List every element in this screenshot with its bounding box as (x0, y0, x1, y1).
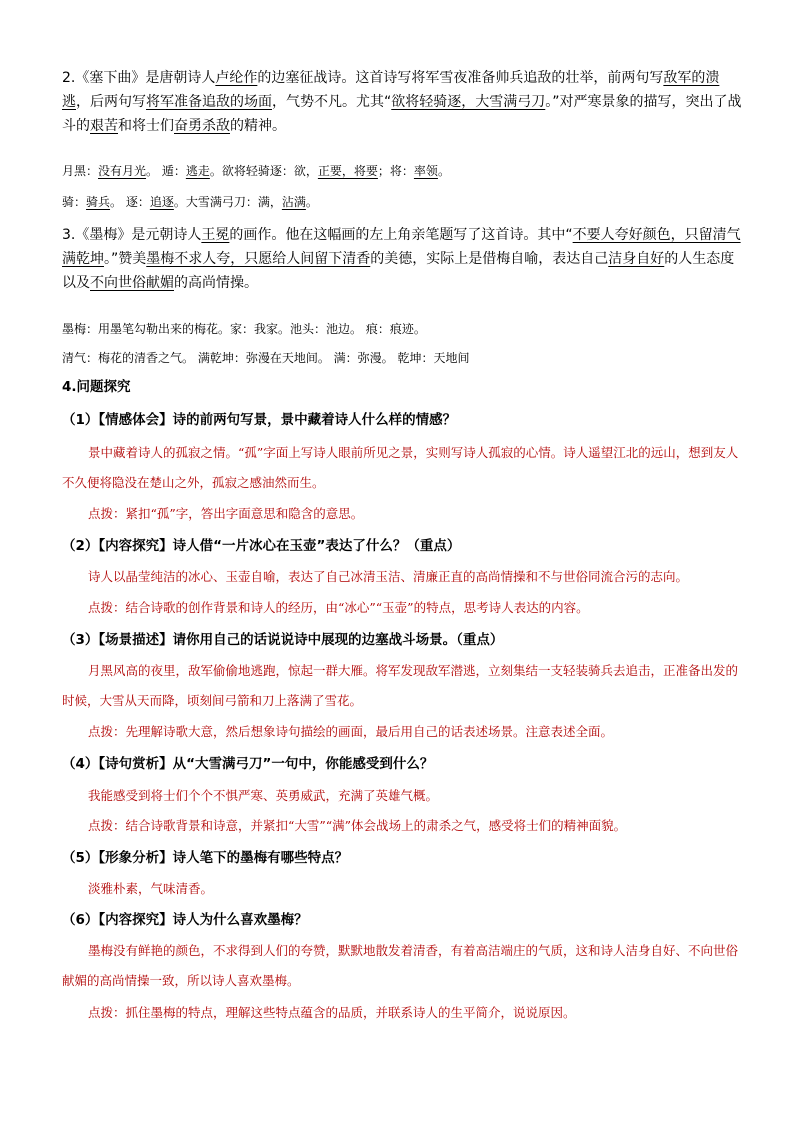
question-4: （4）【诗句赏析】从“大雪满弓刀”一句中，你能感受到什么？ (62, 756, 434, 772)
hint-1: 点拨：紧扣“孤”字，答出字面意思和隐含的意思。 (88, 506, 364, 521)
underlined-text: 艰苦 (90, 118, 118, 134)
answer-2: 诗人以晶莹纯洁的冰心、玉壶自喻，表达了自己冰清玉洁、清廉正直的高尚情操和不与世俗同流合污的志向。 (88, 569, 689, 584)
text: 。欲将轻骑逐：欲， (209, 164, 318, 178)
underlined-text: 墨梅不求人夸，只愿给人间留下清香 (146, 251, 371, 267)
section-3-paragraph (62, 223, 742, 295)
underlined-text: 率领 (413, 164, 438, 178)
section-2-paragraph (62, 66, 742, 138)
text: 。 遁： (146, 164, 186, 178)
text: 的人生态度以及 (62, 251, 735, 291)
section-3-note-2: 清气：梅花的清香之气。 满乾坤：弥漫在天地间。 满：弥漫。 乾坤：天地间 (62, 351, 470, 365)
underlined-text: 将军准备追敌的场面 (146, 94, 272, 110)
underlined-text: 洁身自好 (608, 251, 665, 267)
underlined-text: 王冕 (201, 227, 230, 243)
underlined-text: 骑兵 (86, 195, 111, 209)
answer-4: 我能感受到将士们个个不惧严寒、英勇威武，充满了英雄气概。 (88, 788, 439, 803)
answer-1: 景中藏着诗人的孤寂之情。“孤”字面上写诗人眼前所见之景，实则写诗人孤寂的心情。诗人遥望江北的远山，想到友人不久便将隐没在楚山之外，孤寂之感油然而生。 (62, 445, 739, 490)
text: 3.《墨梅》是元朝诗人 (62, 227, 202, 243)
text: 。 (305, 195, 318, 209)
text: 的边塞征战诗。这首诗写将军雪夜准备帅兵追敌的壮举，前两句写 (257, 70, 664, 86)
underlined-text: 敌军的溃逃 (62, 70, 720, 110)
section-4-title: 4.问题探究 (62, 379, 131, 395)
question-1: （1）【情感体会】诗的前两句写景，景中藏着诗人什么样的情感？ (62, 412, 457, 428)
answer-3: 月黑风高的夜里，敌军偷偷地逃跑，惊起一群大雁。将军发现敌军潜逃，立刻集结一支轻装骑兵去追击，正准备出发的时候，大雪从天而降，顷刻间弓箭和刀上落满了雪花。 (62, 663, 739, 708)
hint-4: 点拨：结合诗歌背景和诗意，并紧扣“大雪”“满”体会战场上的肃杀之气，感受将士们的精神面貌。 (88, 818, 627, 833)
text: 月黑： (62, 164, 99, 178)
text: 2.《塞下曲》是唐朝诗人 (62, 70, 216, 86)
text: ，气势不凡。尤其“ (272, 94, 392, 110)
text: 的画作。他在这幅画的左上角亲笔题写了这首诗。其中“ (229, 227, 573, 243)
underlined-text: 不要人夸好颜色，只留清气满乾坤 (62, 227, 741, 267)
hint-6: 点拨：抓住墨梅的特点，理解这些特点蕴含的品质，并联系诗人的生平简介，说说原因。 (88, 1005, 576, 1020)
text: 骑： (62, 195, 87, 209)
text: 的美德，实际上是借梅自喻，表达自己 (370, 251, 609, 267)
text: 的精神。 (230, 118, 286, 134)
text: ；将： (377, 164, 414, 178)
underlined-text: 奋勇杀敌 (174, 118, 230, 134)
text: 的高尚情操。 (174, 275, 258, 291)
text: 。”赞美 (104, 251, 147, 267)
question-3: （3）【场景描述】请你用自己的话说说诗中展现的边塞战斗场景。（重点） (62, 632, 504, 648)
hint-2: 点拨：结合诗歌的创作背景和诗人的经历，由“冰心”“玉壶”的特点，思考诗人表达的内容。 (88, 600, 589, 615)
question-5: （5）【形象分析】诗人笔下的墨梅有哪些特点？ (62, 850, 349, 866)
question-6: （6）【内容探究】诗人为什么喜欢墨梅？ (62, 912, 308, 928)
underlined-text: 追逐 (149, 195, 174, 209)
underlined-text: 逃走 (185, 164, 210, 178)
text: 和将士们 (118, 118, 174, 134)
underlined-text: 没有月光 (98, 164, 147, 178)
answer-6: 墨梅没有鲜艳的颜色，不求得到人们的夸赞，默默地散发着清香，有着高洁端庄的气质，这和诗人洁身自好、不向世俗献媚的高尚情操一致，所以诗人喜欢墨梅。 (62, 943, 739, 988)
hint-3: 点拨：先理解诗歌大意，然后想象诗句描绘的画面，最后用自己的话表述场景。注意表述全面。 (88, 724, 614, 739)
text: ，后两句写 (76, 94, 146, 110)
underlined-text: 正要，将要 (317, 164, 378, 178)
text: 。 (437, 164, 450, 178)
text: 。大雪满弓刀：满， (173, 195, 282, 209)
underlined-text: 不向世俗献媚 (90, 275, 174, 291)
underlined-text: 沾满 (281, 195, 306, 209)
section-2-note-1 (62, 162, 742, 180)
question-2: （2）【内容探究】诗人借“一片冰心在玉壶”表达了什么？（重点） (62, 538, 461, 554)
answer-5: 淡雅朴素，气味清香。 (88, 881, 214, 896)
section-2-note-2 (62, 193, 742, 211)
underlined-text: 欲将轻骑逐，大雪满弓刀 (391, 94, 546, 110)
text: 。 逐： (110, 195, 150, 209)
section-3-note-1: 墨梅：用墨笔勾勒出来的梅花。家：我家。池头：池边。 痕：痕迹。 (62, 322, 426, 336)
text: 。”对严寒景象的描写，突出了战斗的 (62, 94, 742, 134)
underlined-text: 卢纶作 (215, 70, 258, 86)
